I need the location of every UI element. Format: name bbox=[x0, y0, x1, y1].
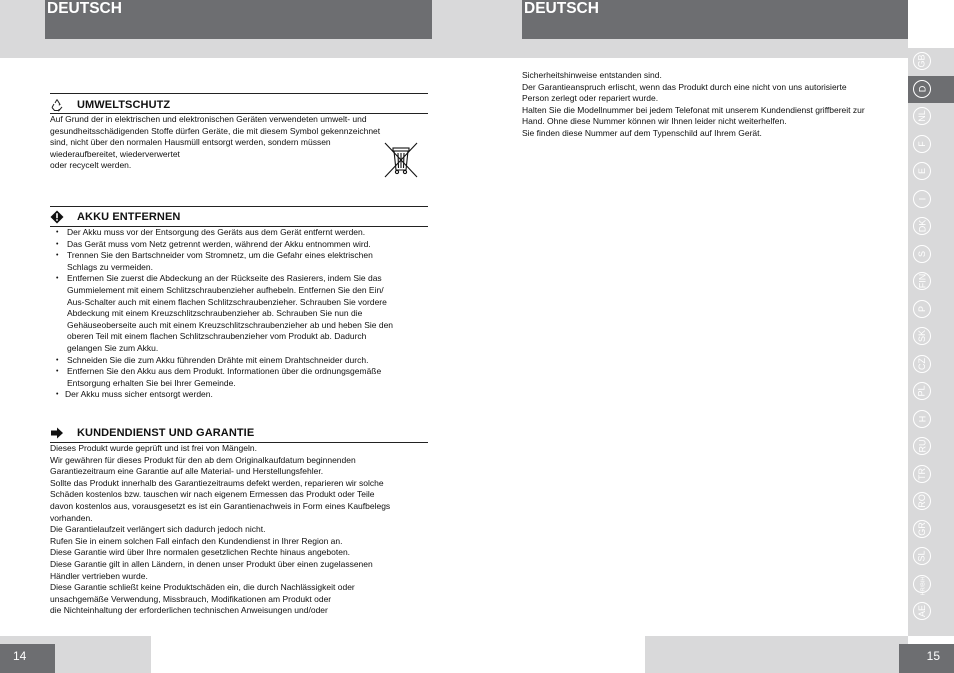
recycle-icon bbox=[50, 98, 64, 112]
umweltschutz-line: sind, nicht über den normalen Hausmüll entsorgt werden, sondern müssen bbox=[50, 137, 331, 148]
kundendienst-line: unsachgemäße Verwendung, Missbrauch, Modifikationen am Produkt oder bbox=[50, 593, 332, 604]
akku-list-item-line: • Trennen Sie den Bartschneider vom Stromnetz, um die Gefahr eines elektrischen bbox=[67, 250, 373, 261]
right-page-line: Person zerlegt oder repariert wurde. bbox=[522, 93, 659, 104]
language-tab-label: PL bbox=[916, 385, 927, 397]
akku-title-text: AKKU ENTFERNEN bbox=[77, 211, 181, 223]
akku-list-item bbox=[50, 389, 430, 401]
language-tab-label: HR/BIH bbox=[920, 576, 927, 595]
kundendienst-text bbox=[50, 443, 390, 617]
language-tab-d[interactable] bbox=[913, 80, 931, 98]
language-tab-ru[interactable] bbox=[913, 437, 931, 455]
kundendienst-line: Diese Garantie gilt in allen Ländern, in denen unser Produkt über einen zugelassenen bbox=[50, 558, 373, 569]
language-tab-label: GR bbox=[917, 521, 927, 536]
language-tab-label: H bbox=[917, 415, 927, 422]
language-tab-label: S bbox=[916, 250, 927, 257]
page-header-right: DEUTSCH bbox=[522, 0, 908, 39]
language-tab-label: RU bbox=[917, 439, 927, 453]
umweltschutz-line: gesundheitsschädigenden Stoffe dürfen Geräte, die mit diesem Symbol gekennzeichnet bbox=[50, 125, 381, 136]
akku-list-item-line: Gummielement mit einem Schlitzschraubenzieher aufhebeln. Entfernen Sie den Ein/ bbox=[67, 284, 384, 295]
kundendienst-line: Rufen Sie in einem solchen Fall einfach den Kundendienst in Ihrer Region an. bbox=[50, 535, 343, 546]
akku-list-item bbox=[50, 227, 430, 239]
language-tab-label: I bbox=[916, 197, 927, 200]
language-tab-label: GB bbox=[916, 54, 927, 68]
language-tab-label: DK bbox=[916, 219, 927, 233]
language-tab-label: P bbox=[916, 305, 927, 312]
umweltschutz-line: Auf Grund der in elektrischen und elektronischen Geräten verwendeten umwelt- und bbox=[50, 114, 367, 124]
right-page-line: Sicherheitshinweise entstanden sind. bbox=[522, 70, 662, 80]
bottom-band-right bbox=[645, 636, 908, 673]
language-tab-dk[interactable] bbox=[913, 217, 931, 235]
right-page-line: Sie finden diese Nummer auf dem Typenschild auf Ihrem Gerät. bbox=[522, 127, 762, 138]
kundendienst-line: Sollte das Produkt innerhalb des Garantiezeitraums defekt werden, reparieren wir solche bbox=[50, 477, 384, 488]
page-number-left: 14 bbox=[0, 644, 55, 673]
right-page-line: Halten Sie die Modellnummer bei jedem Telefonat mit unserem Kundendienst griffbereit zur bbox=[522, 104, 865, 115]
akku-list-item-line: • Das Gerät muss vom Netz getrennt werden, während der Akku entnommen wird. bbox=[67, 238, 371, 249]
kundendienst-line: Schäden kostenlos bzw. tauschen wir nach eigenem Ermessen das Produkt oder Teile bbox=[50, 489, 375, 500]
akku-list-item-line: Entsorgung erhalten Sie bei Ihrer Gemeinde. bbox=[67, 377, 236, 388]
language-tab-e[interactable] bbox=[913, 162, 931, 180]
language-tab-gb[interactable] bbox=[913, 52, 931, 70]
language-tab-ro[interactable] bbox=[913, 492, 931, 510]
language-tab-sl[interactable] bbox=[913, 547, 931, 565]
language-tab-label: D bbox=[917, 85, 927, 92]
akku-list-item-line: • Entfernen Sie zuerst die Abdeckung an der Rückseite des Rasierers, indem Sie das bbox=[67, 273, 382, 284]
language-tab-label: SK bbox=[916, 329, 927, 343]
umweltschutz-title-text: UMWELTSCHUTZ bbox=[77, 99, 171, 111]
section-rule-umweltschutz bbox=[50, 93, 428, 94]
akku-list-item-line: • Der Akku muss vor der Entsorgung des Geräts aus dem Gerät entfernt werden. bbox=[67, 227, 366, 237]
kundendienst-line: Diese Garantie wird über Ihre normalen gesetzlichen Rechte hinaus angeboten. bbox=[50, 547, 351, 558]
section-title-akku bbox=[50, 208, 180, 226]
language-tab-label: AE bbox=[916, 604, 927, 618]
language-tab-ae[interactable] bbox=[913, 602, 931, 620]
kundendienst-line: Garantiezeitraum eine Garantie auf alle Material- und Herstellungsfehler. bbox=[50, 466, 324, 477]
language-tab-cz[interactable] bbox=[913, 355, 931, 373]
akku-list-item-line: • Der Akku muss sicher entsorgt werden. bbox=[65, 389, 213, 400]
akku-list bbox=[50, 227, 430, 401]
language-tab-hr-bih[interactable] bbox=[913, 575, 931, 593]
language-tab-label: NL bbox=[916, 110, 927, 122]
language-tab-label: E bbox=[916, 167, 927, 175]
akku-list-item bbox=[50, 239, 430, 251]
akku-list-item bbox=[50, 273, 430, 354]
right-page-text bbox=[522, 70, 865, 140]
language-tab-p[interactable] bbox=[913, 300, 931, 318]
warning-icon bbox=[50, 210, 64, 224]
language-tab-label: F bbox=[917, 140, 927, 147]
language-tab-label: TR bbox=[917, 467, 927, 480]
language-tab-label: RO bbox=[917, 494, 927, 508]
umweltschutz-text bbox=[50, 114, 380, 172]
kundendienst-line: Wir gewähren für dieses Produkt für den ab dem Originalkaufdatum beginnenden bbox=[50, 454, 356, 465]
akku-list-item-line: Aus-Schalter auch mit einem flachen Schlitzschraubenzieher. Schrauben Sie vordere bbox=[67, 296, 387, 307]
language-tab-tr[interactable] bbox=[913, 465, 931, 483]
language-tab-gr[interactable] bbox=[913, 520, 931, 538]
kundendienst-line: Diese Garantie schließt keine Produktschäden ein, die durch Nachlässigkeit oder bbox=[50, 582, 355, 593]
crossed-wheelie-bin-icon bbox=[383, 141, 419, 179]
kundendienst-line: davon kostenlos aus, vorausgesetzt es ist ein Garantienachweis in Form eines Kaufbelegs bbox=[50, 500, 391, 511]
akku-list-item bbox=[50, 250, 430, 273]
language-tab-sk[interactable] bbox=[913, 327, 931, 345]
kundendienst-line: Händler vertrieben wurde. bbox=[50, 570, 148, 581]
language-tab-fin[interactable] bbox=[913, 272, 931, 290]
akku-list-item-line: Abdeckung mit einem Kreuzschlitzschraubenzieher ab. Schrauben Sie nun die bbox=[67, 308, 363, 319]
kundendienst-line: vorhanden. bbox=[50, 512, 93, 523]
section-rule-akku bbox=[50, 206, 428, 207]
arrow-right-icon bbox=[50, 426, 64, 440]
page-header-left: DEUTSCH bbox=[45, 0, 432, 39]
language-tab-label: SL bbox=[916, 550, 927, 562]
akku-list-item bbox=[50, 366, 430, 389]
akku-list-item-line: • Entfernen Sie den Akku aus dem Produkt. Informationen über die ordnungsgemäße bbox=[67, 366, 382, 377]
language-tab-i[interactable] bbox=[913, 190, 931, 208]
language-tab-label: FIN bbox=[917, 273, 927, 289]
akku-list-item bbox=[50, 355, 430, 367]
umweltschutz-line: oder recycelt werden. bbox=[50, 160, 132, 171]
language-tab-s[interactable] bbox=[913, 245, 931, 263]
akku-list-item-line: gelangen Sie zum Akku. bbox=[67, 342, 159, 353]
akku-list-item-line: • Schneiden Sie die zum Akku führenden Drähte mit einem Drahtschneider durch. bbox=[67, 354, 369, 365]
page-number-right: 15 bbox=[899, 644, 954, 673]
akku-list-item-line: oberen Teil mit einem flachen Schlitzschraubenzieher vom Produkt ab. Dadurch bbox=[67, 331, 367, 342]
language-tab-nl[interactable] bbox=[913, 107, 931, 125]
right-page-line: Hand. Ohne diese Nummer können wir Ihnen leider nicht weiterhelfen. bbox=[522, 116, 787, 127]
umweltschutz-line: wiederaufbereitet, wiederverwertet bbox=[50, 148, 180, 159]
akku-list-item-line: Schlags zu vermeiden. bbox=[67, 261, 153, 272]
language-tab-pl[interactable] bbox=[913, 382, 931, 400]
kundendienst-line: Die Garantielaufzeit verlängert sich dadurch jedoch nicht. bbox=[50, 524, 266, 535]
language-tab-h[interactable] bbox=[913, 410, 931, 428]
language-tab-label: CZ bbox=[917, 357, 927, 370]
section-title-umweltschutz bbox=[50, 96, 170, 114]
kundendienst-line: die Nichteinhaltung der erforderlichen technischen Anweisungen und/oder bbox=[50, 605, 328, 616]
section-title-kundendienst bbox=[50, 424, 254, 442]
kundendienst-title-text: KUNDENDIENST UND GARANTIE bbox=[77, 427, 255, 439]
akku-list-item-line: Gehäuseoberseite auch mit einem Kreuzschlitzschraubenzieher ab und heben Sie den bbox=[67, 319, 394, 330]
kundendienst-line: Dieses Produkt wurde geprüft und ist frei von Mängeln. bbox=[50, 443, 257, 453]
language-tab-f[interactable] bbox=[913, 135, 931, 153]
right-page-line: Der Garantieanspruch erlischt, wenn das Produkt durch eine nicht von uns autorisierte bbox=[522, 81, 847, 92]
